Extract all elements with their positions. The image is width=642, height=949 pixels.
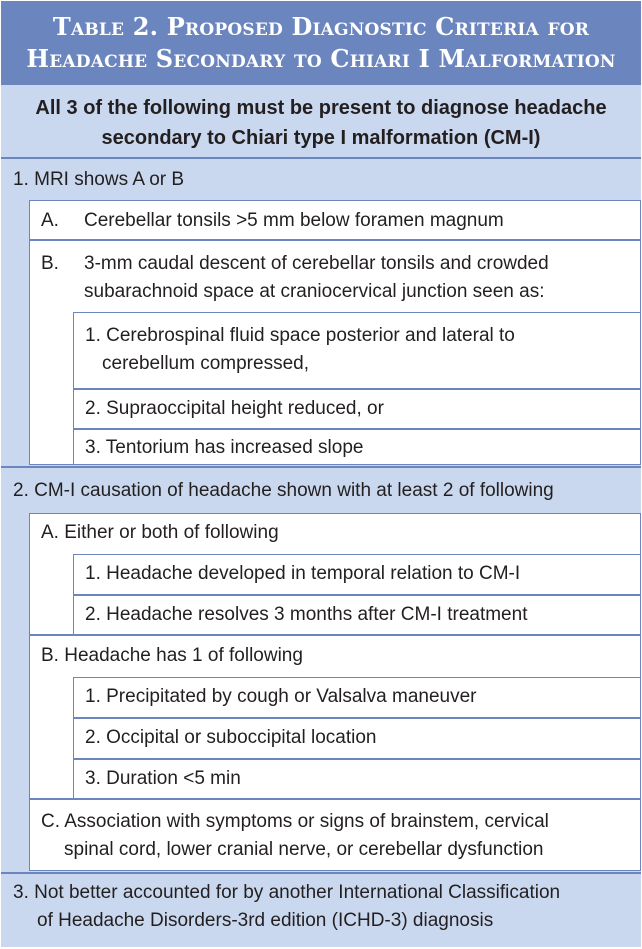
criteria-table [1, 1, 641, 947]
criterion-1-divider [1, 466, 641, 468]
criterion-2-divider [1, 872, 641, 874]
table-subheading [1, 89, 641, 157]
criterion-2c-row [29, 799, 641, 871]
criterion-1b-item-2 [73, 389, 641, 429]
subheading-line-1: All 3 of the following must be present to diagnose headache [35, 97, 607, 119]
criterion-2-label: 2. CM-I causation of headache shown with at least 2 of following [13, 480, 554, 501]
criterion-1b-item-1-line-1: 1. Cerebrospinal fluid space posterior and lateral to [85, 325, 515, 346]
criterion-2b-label: B. Headache has 1 of following [41, 645, 303, 666]
criterion-1a-row [29, 200, 641, 240]
criterion-1-label: 1. MRI shows A or B [13, 169, 185, 190]
criterion-1b-marker: B. [41, 253, 59, 274]
criterion-2a-item-1-text: 1. Headache developed in temporal relation to CM-I [85, 563, 521, 584]
criterion-3-line-1: 3. Not better accounted for by another International Classification [13, 882, 561, 903]
criterion-1a-text: Cerebellar tonsils >5 mm below foramen magnum [84, 210, 504, 231]
criterion-1b-item-1-line-2: cerebellum compressed, [102, 353, 309, 374]
criterion-3-line-2: of Headache Disorders-3rd edition (ICHD-3) diagnosis [37, 910, 494, 931]
table-title [1, 1, 641, 85]
criterion-2b-item-1-text: 1. Precipitated by cough or Valsalva maneuver [85, 686, 477, 707]
criterion-2c-line-1: C. Association with symptoms or signs of brainstem, cervical [41, 811, 549, 832]
criterion-2b-item-2 [73, 718, 641, 759]
header-divider [1, 157, 641, 159]
criterion-2b-item-2-text: 2. Occipital or suboccipital location [85, 727, 377, 748]
title-line-1: Table 2. Proposed Diagnostic Criteria for [52, 12, 590, 41]
criterion-2c-line-2: spinal cord, lower cranial nerve, or cerebellar dysfunction [64, 839, 544, 860]
criterion-1a-marker: A. [41, 210, 59, 231]
criterion-1b-item-3-text: 3. Tentorium has increased slope [85, 437, 364, 458]
criterion-2b-item-1 [73, 677, 641, 718]
criterion-1b-item-1 [73, 312, 641, 389]
criterion-2a-item-1 [73, 554, 641, 595]
criterion-1b-line-1: 3-mm caudal descent of cerebellar tonsils and crowded [84, 253, 549, 274]
criterion-1b-line-2: subarachnoid space at craniocervical junction seen as: [84, 281, 545, 302]
criterion-2b-item-3-text: 3. Duration <5 min [85, 768, 241, 789]
criterion-2a-item-2 [73, 595, 641, 635]
title-line-2: Headache Secondary to Chiari I Malformation [26, 44, 616, 73]
criterion-2a-item-2-text: 2. Headache resolves 3 months after CM-I treatment [85, 604, 528, 625]
criterion-1b-item-3 [73, 429, 641, 465]
criterion-2b-item-3 [73, 759, 641, 799]
subheading-line-2: secondary to Chiari type I malformation (CM-I) [101, 127, 541, 149]
criterion-2a-label: A. Either or both of following [41, 522, 279, 543]
criterion-1b-item-2-text: 2. Supraoccipital height reduced, or [85, 398, 384, 419]
